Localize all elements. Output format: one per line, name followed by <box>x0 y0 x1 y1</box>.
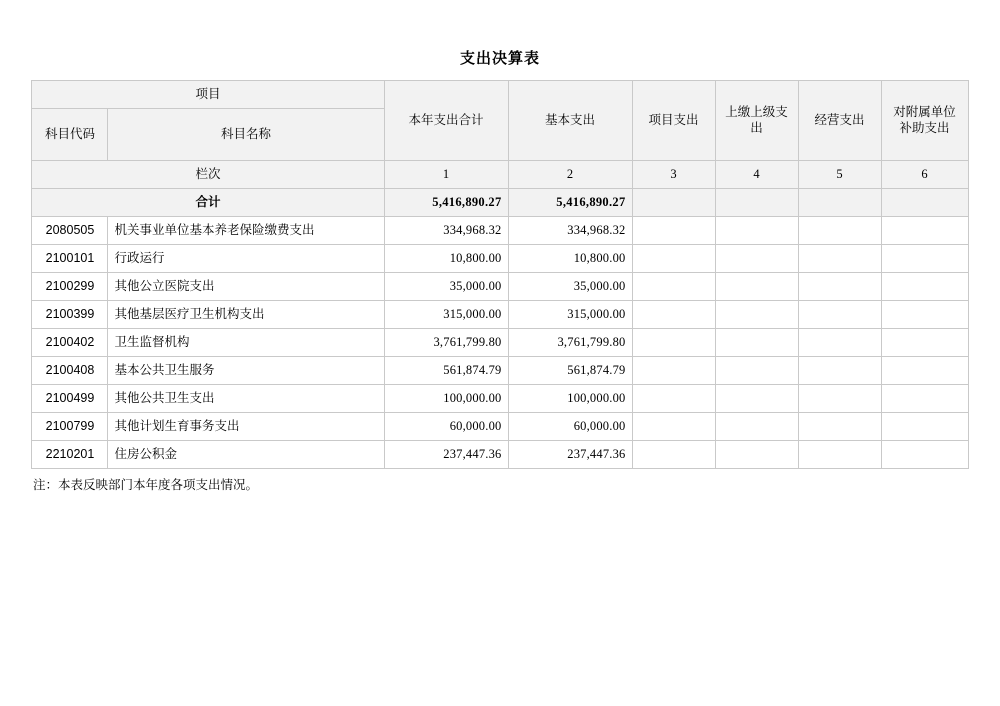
row-value-4 <box>715 413 798 441</box>
row-value-4 <box>715 245 798 273</box>
row-value-4 <box>715 217 798 245</box>
row-value-4 <box>715 329 798 357</box>
row-value-6 <box>881 413 968 441</box>
row-value-3 <box>632 245 715 273</box>
row-value-6 <box>881 385 968 413</box>
row-value-5 <box>798 245 881 273</box>
row-value-1: 35,000.00 <box>384 273 508 301</box>
row-value-6 <box>881 273 968 301</box>
row-value-2: 315,000.00 <box>508 301 632 329</box>
header-project-expenditure: 项目支出 <box>632 81 715 161</box>
row-value-5 <box>798 357 881 385</box>
lanci-3: 3 <box>632 161 715 189</box>
row-value-4 <box>715 301 798 329</box>
row-value-6 <box>881 217 968 245</box>
row-value-6 <box>881 329 968 357</box>
column-number-row <box>32 161 968 189</box>
lanci-6: 6 <box>881 161 968 189</box>
table-row <box>32 385 968 413</box>
table-note: 注：本表反映部门本年度各项支出情况。 <box>33 478 259 492</box>
row-name: 行政运行 <box>108 245 384 273</box>
table-row <box>32 273 968 301</box>
row-code: 2100299 <box>32 273 108 301</box>
total-label: 合计 <box>32 189 384 217</box>
total-value-1: 5,416,890.27 <box>384 189 508 217</box>
header-group-project: 项目 <box>32 81 384 109</box>
lanci-label: 栏次 <box>32 161 384 189</box>
row-value-3 <box>632 413 715 441</box>
row-value-5 <box>798 301 881 329</box>
row-code: 2100101 <box>32 245 108 273</box>
row-value-3 <box>632 301 715 329</box>
row-name: 住房公积金 <box>108 441 384 469</box>
row-value-1: 315,000.00 <box>384 301 508 329</box>
row-value-2: 237,447.36 <box>508 441 632 469</box>
row-value-5 <box>798 413 881 441</box>
row-value-3 <box>632 441 715 469</box>
row-value-1: 334,968.32 <box>384 217 508 245</box>
row-value-2: 60,000.00 <box>508 413 632 441</box>
row-value-6 <box>881 357 968 385</box>
table-row <box>32 329 968 357</box>
row-value-3 <box>632 273 715 301</box>
row-value-3 <box>632 329 715 357</box>
row-code: 2080505 <box>32 217 108 245</box>
row-value-1: 237,447.36 <box>384 441 508 469</box>
table-row <box>32 217 968 245</box>
header-subsidy-to-affiliated-units: 对附属单位补助支出 <box>881 81 968 161</box>
table-header-group-row <box>32 81 968 109</box>
row-code: 2100499 <box>32 385 108 413</box>
row-name: 机关事业单位基本养老保险缴费支出 <box>108 217 384 245</box>
expenditure-final-accounts-table <box>31 80 968 469</box>
row-value-1: 561,874.79 <box>384 357 508 385</box>
lanci-4: 4 <box>715 161 798 189</box>
row-value-2: 35,000.00 <box>508 273 632 301</box>
row-value-4 <box>715 441 798 469</box>
row-value-5 <box>798 385 881 413</box>
row-value-5 <box>798 217 881 245</box>
row-value-2: 100,000.00 <box>508 385 632 413</box>
row-value-3 <box>632 385 715 413</box>
row-value-1: 100,000.00 <box>384 385 508 413</box>
row-value-4 <box>715 385 798 413</box>
row-code: 2100399 <box>32 301 108 329</box>
row-value-6 <box>881 441 968 469</box>
total-value-5 <box>798 189 881 217</box>
row-value-5 <box>798 441 881 469</box>
header-subject-name: 科目名称 <box>108 109 384 161</box>
header-subject-code: 科目代码 <box>32 109 108 161</box>
row-value-2: 334,968.32 <box>508 217 632 245</box>
header-operating-expenditure: 经营支出 <box>798 81 881 161</box>
row-value-3 <box>632 357 715 385</box>
row-code: 2100408 <box>32 357 108 385</box>
total-value-6 <box>881 189 968 217</box>
row-code: 2210201 <box>32 441 108 469</box>
row-value-6 <box>881 301 968 329</box>
row-name: 基本公共卫生服务 <box>108 357 384 385</box>
row-name: 其他公立医院支出 <box>108 273 384 301</box>
header-remit-to-superior-expenditure: 上缴上级支出 <box>715 81 798 161</box>
row-value-2: 3,761,799.80 <box>508 329 632 357</box>
total-value-3 <box>632 189 715 217</box>
table-row <box>32 357 968 385</box>
row-code: 2100402 <box>32 329 108 357</box>
page-title: 支出决算表 <box>459 50 540 67</box>
row-code: 2100799 <box>32 413 108 441</box>
table-row <box>32 413 968 441</box>
row-value-2: 10,800.00 <box>508 245 632 273</box>
total-value-2: 5,416,890.27 <box>508 189 632 217</box>
row-value-4 <box>715 273 798 301</box>
row-value-1: 10,800.00 <box>384 245 508 273</box>
table-row <box>32 245 968 273</box>
table-row <box>32 301 968 329</box>
row-name: 其他公共卫生支出 <box>108 385 384 413</box>
row-value-5 <box>798 329 881 357</box>
lanci-1: 1 <box>384 161 508 189</box>
row-name: 其他计划生育事务支出 <box>108 413 384 441</box>
total-row <box>32 189 968 217</box>
row-value-3 <box>632 217 715 245</box>
lanci-2: 2 <box>508 161 632 189</box>
row-name: 卫生监督机构 <box>108 329 384 357</box>
row-value-1: 3,761,799.80 <box>384 329 508 357</box>
row-value-2: 561,874.79 <box>508 357 632 385</box>
header-total-expenditure: 本年支出合计 <box>384 81 508 161</box>
lanci-5: 5 <box>798 161 881 189</box>
row-value-6 <box>881 245 968 273</box>
total-value-4 <box>715 189 798 217</box>
row-value-1: 60,000.00 <box>384 413 508 441</box>
row-name: 其他基层医疗卫生机构支出 <box>108 301 384 329</box>
row-value-5 <box>798 273 881 301</box>
table-row <box>32 441 968 469</box>
row-value-4 <box>715 357 798 385</box>
header-basic-expenditure: 基本支出 <box>508 81 632 161</box>
